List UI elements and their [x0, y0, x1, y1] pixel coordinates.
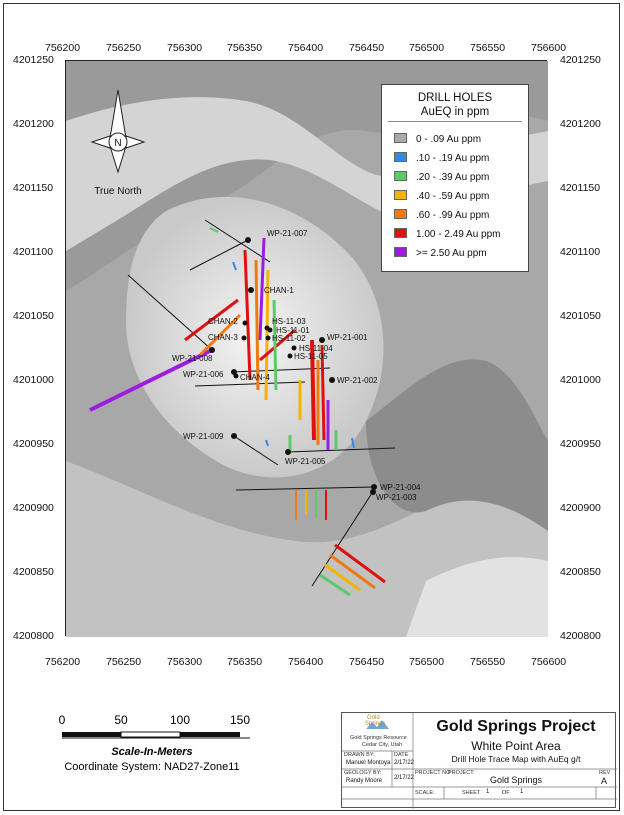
legend-item	[394, 209, 489, 222]
x-tick-label: 756550	[470, 656, 506, 668]
collar-chan-4	[234, 374, 239, 379]
collar-wp-21-005	[285, 449, 291, 455]
x-tick-label: 756500	[409, 656, 445, 668]
legend-label: .60 - .99 Au ppm	[416, 210, 490, 221]
legend-item	[394, 133, 481, 146]
y-tick-label: 4201250	[560, 54, 601, 66]
collar-chan-3	[242, 336, 247, 341]
sheet-label: SHEET	[462, 790, 481, 796]
sheet-number: 1	[486, 789, 490, 795]
scale-tick-label: 0	[58, 713, 66, 727]
y-tick-label: 4201050	[560, 310, 601, 322]
date-geology: 2/17/22	[394, 775, 415, 781]
scale-tick-label: 150	[229, 713, 251, 727]
trace-wp-21-008	[128, 275, 212, 350]
north-arrow-icon	[92, 90, 152, 200]
y-tick-label: 4200800	[560, 630, 601, 642]
logo-text: Springs	[365, 721, 386, 727]
x-tick-label: 756450	[349, 656, 385, 668]
collar-hs-11-02	[266, 336, 271, 341]
rev-label: REV	[599, 770, 611, 776]
collar-wp-21-004	[371, 484, 377, 490]
trace-wp-21-003	[312, 490, 374, 586]
sheet-total: 1	[520, 789, 524, 795]
hole-label: WP-21-004	[380, 483, 421, 492]
hole-label: WP-21-006	[183, 370, 224, 379]
hole-label: WP-21-005	[285, 457, 326, 466]
trace-wp-21-007	[190, 240, 248, 270]
collar-hs-11-01	[268, 328, 273, 333]
y-tick-label: 4201200	[560, 118, 601, 130]
north-label: True North	[94, 186, 142, 197]
collar-wp-21-002	[329, 377, 335, 383]
legend-label: 1.00 - 2.49 Au ppm	[416, 229, 501, 240]
logo-text: Gold	[367, 715, 380, 721]
legend-label: >= 2.50 Au ppm	[416, 248, 487, 259]
scale-bar-graphic	[60, 712, 280, 782]
interval-orange	[256, 260, 258, 390]
legend-title-line2: AuEQ in ppm	[420, 106, 490, 118]
x-tick-label: 756300	[167, 42, 203, 54]
date-drawn: 2/17/22	[394, 760, 415, 766]
collar-wp-21-007	[245, 237, 251, 243]
trace-wp-21-006	[232, 368, 330, 372]
y-tick-label: 4201200	[13, 118, 54, 130]
y-tick-label: 4201050	[13, 310, 54, 322]
of-label: OF	[502, 790, 510, 796]
project-no-label: PROJECT NO:	[415, 770, 452, 776]
interval-blue	[266, 440, 268, 446]
hole-label: CHAN-2	[208, 317, 238, 326]
map-subtitle: Drill Hole Trace Map with AuEq g/t	[451, 754, 581, 764]
x-tick-label: 756200	[45, 656, 81, 668]
trace-chan-4	[195, 382, 305, 386]
scale-tick-label: 100	[169, 713, 191, 727]
hole-label: WP-21-008	[172, 354, 213, 363]
collar-chan-1	[248, 287, 254, 293]
legend-swatch	[394, 209, 407, 219]
interval-blue	[233, 262, 236, 270]
hole-label: WP-21-007	[267, 229, 308, 238]
y-tick-label: 4200900	[560, 502, 601, 514]
drawn-by-label: DRAWN BY:	[344, 752, 375, 758]
legend-title	[382, 91, 528, 119]
drawn-by: Manuel Montoya	[346, 760, 391, 766]
trace-wp-21-004	[236, 487, 374, 490]
legend-item	[394, 190, 489, 203]
hole-label: WP-21-009	[183, 432, 224, 441]
trace-wp-21-009	[234, 436, 278, 465]
interval-green	[274, 300, 276, 390]
legend-swatch	[394, 247, 407, 257]
collar-hs-11-04	[292, 346, 297, 351]
y-tick-label: 4201150	[13, 182, 54, 194]
hole-label: HS-11-04	[299, 344, 333, 353]
hole-label: HS-11-05	[294, 352, 328, 361]
project-title: Gold Springs Project	[436, 718, 596, 735]
hole-label: WP-21-003	[376, 493, 417, 502]
y-tick-label: 4200800	[13, 630, 54, 642]
x-tick-label: 756300	[167, 656, 203, 668]
hole-label: HS-11-03	[272, 317, 306, 326]
company-name: Gold Springs Resource	[350, 735, 407, 741]
interval-yellow	[325, 565, 360, 590]
hole-label: HS-11-01	[276, 326, 310, 335]
x-tick-label: 756400	[288, 42, 324, 54]
hole-label: WP-21-002	[337, 376, 378, 385]
legend	[381, 84, 529, 272]
legend-item	[394, 152, 489, 165]
legend-title-line1: DRILL HOLES	[417, 92, 493, 104]
collar-wp-21-001	[319, 337, 325, 343]
x-tick-label: 756500	[409, 42, 445, 54]
interval-red	[245, 250, 250, 380]
legend-item	[394, 228, 501, 241]
assay-intervals	[90, 228, 385, 595]
legend-swatch	[394, 152, 407, 162]
x-tick-label: 756450	[349, 42, 385, 54]
project-name: Gold Springs	[490, 775, 543, 785]
north-letter: N	[114, 138, 122, 149]
trace-wp-21-005	[288, 448, 395, 452]
legend-swatch	[394, 228, 407, 238]
collar-wp-21-008	[209, 347, 215, 353]
collar-wp-21-009	[231, 433, 237, 439]
y-tick-label: 4201000	[560, 374, 601, 386]
geology-by-label: GEOLOGY BY:	[344, 770, 382, 776]
y-tick-label: 4201150	[560, 182, 601, 194]
x-tick-label: 756250	[106, 42, 142, 54]
legend-swatch	[394, 171, 407, 181]
x-tick-label: 756550	[470, 42, 506, 54]
y-tick-label: 4200950	[560, 438, 601, 450]
legend-label: .10 - .19 Au ppm	[416, 153, 490, 164]
y-tick-label: 4200900	[13, 502, 54, 514]
scale-title: Scale-In-Meters	[111, 746, 193, 758]
interval-green	[210, 228, 218, 232]
trace-chan-1	[205, 220, 270, 262]
x-tick-label: 756350	[227, 656, 263, 668]
y-tick-label: 4201250	[13, 54, 54, 66]
legend-swatch	[394, 190, 407, 200]
area-name: White Point Area	[471, 739, 561, 753]
y-tick-label: 4200950	[13, 438, 54, 450]
scale-bar	[60, 712, 280, 782]
x-tick-label: 756200	[45, 42, 81, 54]
scale-label: SCALE:	[415, 790, 435, 796]
x-tick-label: 756250	[106, 656, 142, 668]
legend-label: .40 - .59 Au ppm	[416, 191, 490, 202]
x-tick-label: 756600	[531, 42, 567, 54]
legend-label: .20 - .39 Au ppm	[416, 172, 490, 183]
interval-blue	[352, 438, 354, 448]
x-tick-label: 756350	[227, 42, 263, 54]
title-block	[341, 712, 616, 808]
y-tick-label: 4201000	[13, 374, 54, 386]
collar-chan-2	[243, 321, 248, 326]
date-label: DATE	[394, 752, 409, 758]
coordinate-system: Coordinate System: NAD27-Zone11	[64, 761, 240, 773]
legend-swatch	[394, 133, 407, 143]
x-tick-label: 756400	[288, 656, 324, 668]
hole-label: HS-11-02	[272, 334, 306, 343]
company-city: Cedar City, Utah	[362, 742, 403, 748]
y-tick-label: 4201100	[13, 246, 54, 258]
rev-value: A	[601, 776, 608, 786]
legend-divider	[388, 121, 522, 122]
project-label: PROJECT:	[448, 770, 475, 776]
legend-label: 0 - .09 Au ppm	[416, 134, 482, 145]
legend-item	[394, 247, 487, 260]
hole-label: CHAN-4	[240, 373, 270, 382]
hole-label: CHAN-1	[264, 286, 294, 295]
north-arrow	[92, 90, 152, 200]
collar-hs-11-05	[288, 354, 293, 359]
scale-tick-label: 50	[114, 713, 128, 727]
y-tick-label: 4200850	[560, 566, 601, 578]
y-tick-label: 4200850	[13, 566, 54, 578]
hole-label: WP-21-001	[327, 333, 368, 342]
legend-item	[394, 171, 489, 184]
y-tick-label: 4201100	[560, 246, 601, 258]
geology-by: Randy Moore	[346, 778, 383, 784]
x-tick-label: 756600	[531, 656, 567, 668]
hole-label: CHAN-3	[208, 333, 238, 342]
